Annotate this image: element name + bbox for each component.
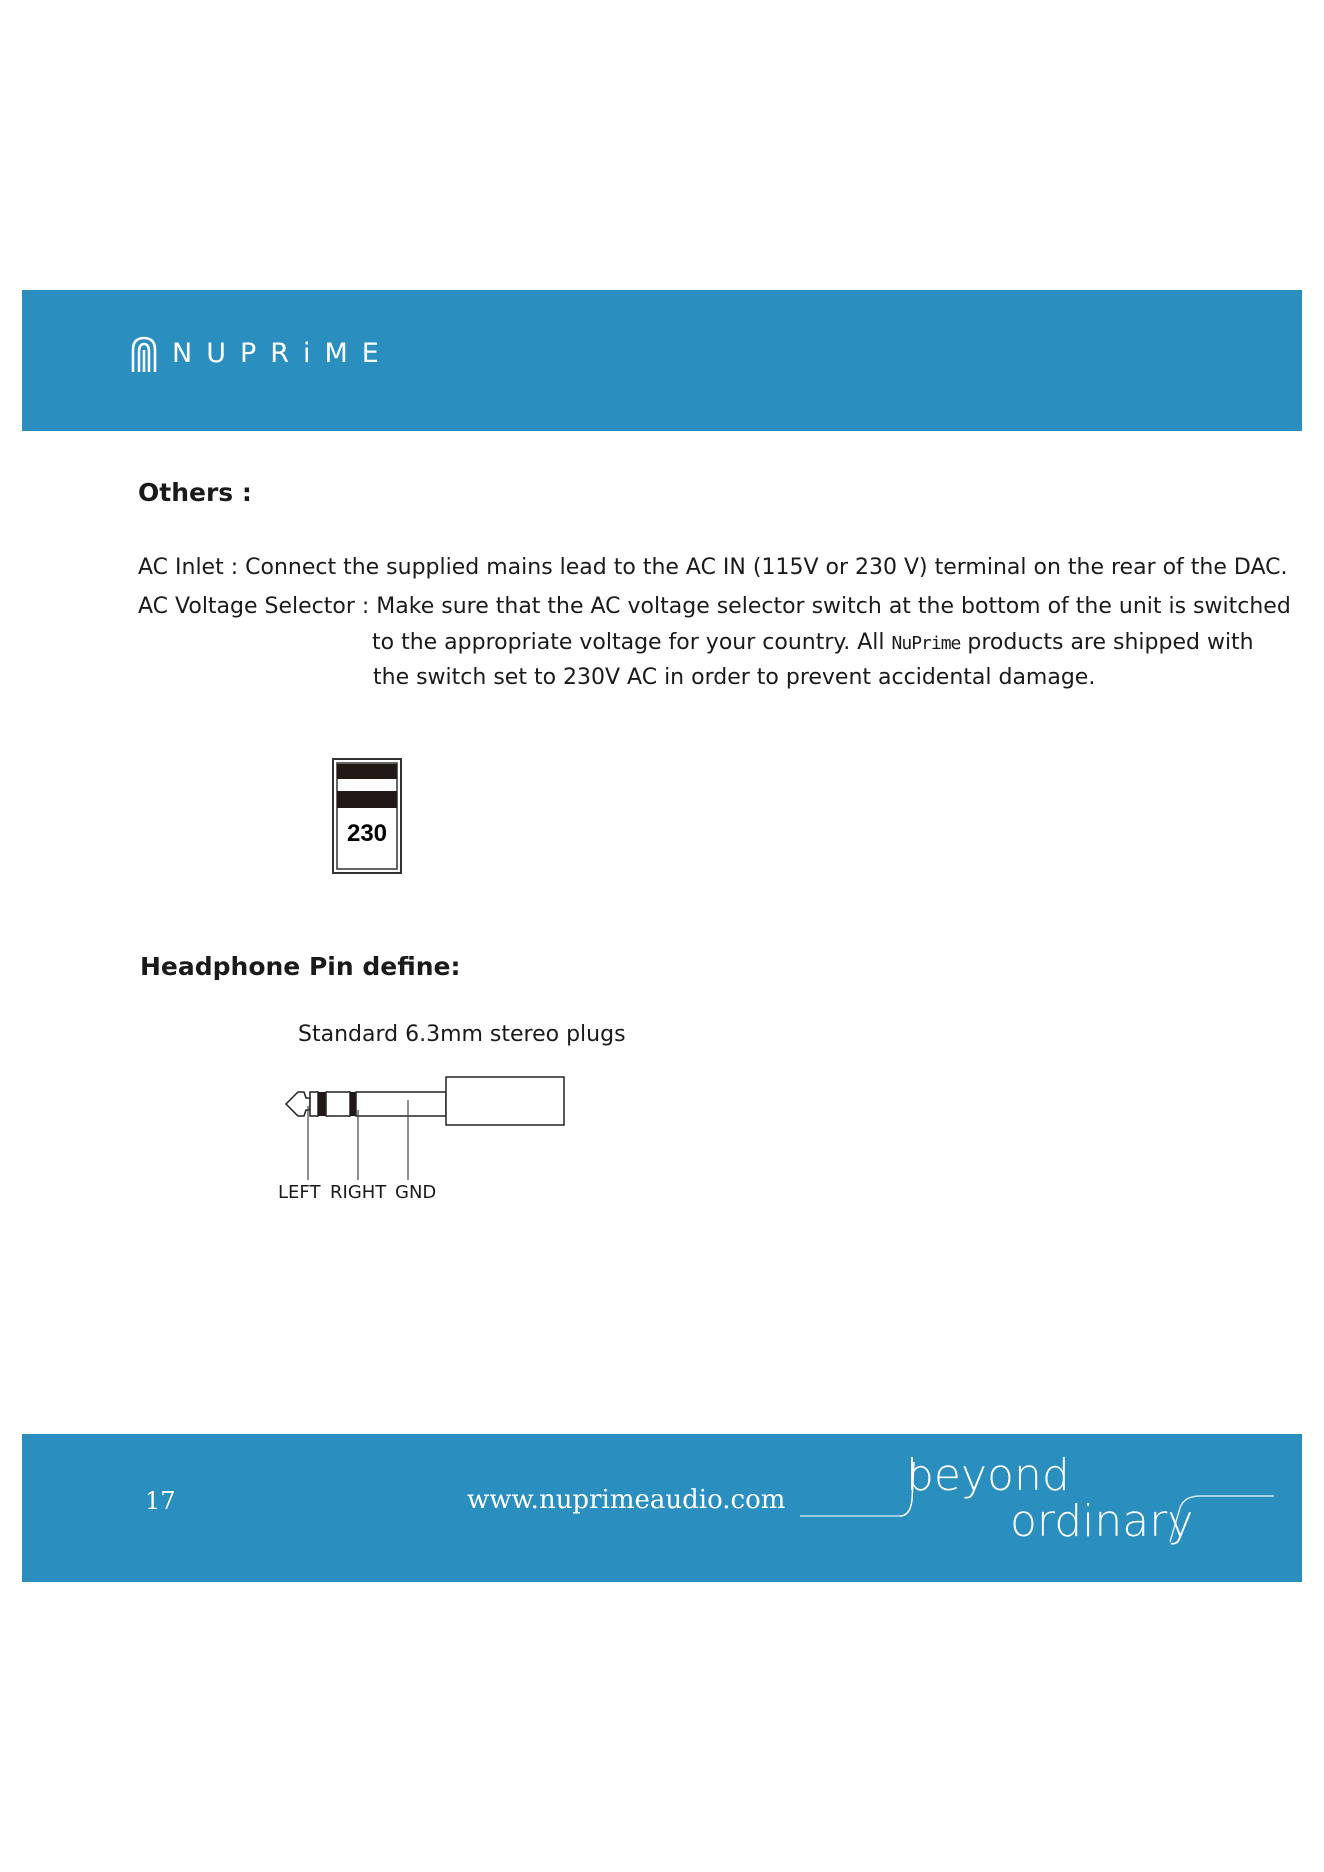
ac-selector-line2-post: products are shipped with: [960, 630, 1254, 655]
page-number: 17: [145, 1487, 176, 1515]
brand-inline: NuPrime: [891, 633, 961, 654]
ac-selector-text-line2: [372, 630, 1254, 655]
ac-selector-line2-pre: to the appropriate voltage for your country. All: [372, 630, 892, 655]
plug-caption: Standard 6.3mm stereo plugs: [298, 1022, 626, 1047]
ac-selector-text-line3: the switch set to 230V AC in order to prevent accidental damage.: [373, 665, 1096, 690]
others-heading: Others :: [138, 478, 252, 507]
ac-selector-text: AC Voltage Selector : Make sure that the AC voltage selector switch at the bottom of the unit is switched: [138, 594, 1291, 619]
voltage-selector-switch: [332, 758, 402, 874]
pin-label-gnd: GND: [395, 1182, 437, 1203]
ac-inlet-text: AC Inlet : Connect the supplied mains lead to the AC IN (115V or 230 V) terminal on the rear of the DAC.: [138, 555, 1288, 580]
brand-name: NUPRiME: [172, 337, 393, 369]
tagline-logo: [800, 1452, 1280, 1562]
website-link[interactable]: www.nuprimeaudio.com: [467, 1485, 786, 1515]
headphone-heading: Headphone Pin define:: [140, 952, 461, 981]
voltage-selector-switch-icon: [332, 758, 402, 874]
stereo-plug-icon: [280, 1072, 580, 1182]
nuprime-logo-icon: [130, 332, 158, 374]
pin-label-right: RIGHT: [330, 1182, 387, 1203]
tagline-word-1: beyond: [906, 1452, 1070, 1501]
pin-label-left: LEFT: [278, 1182, 321, 1203]
tagline-word-2: ordinary: [1010, 1496, 1194, 1547]
brand-logo: [130, 332, 393, 374]
switch-label: 230: [346, 820, 388, 847]
